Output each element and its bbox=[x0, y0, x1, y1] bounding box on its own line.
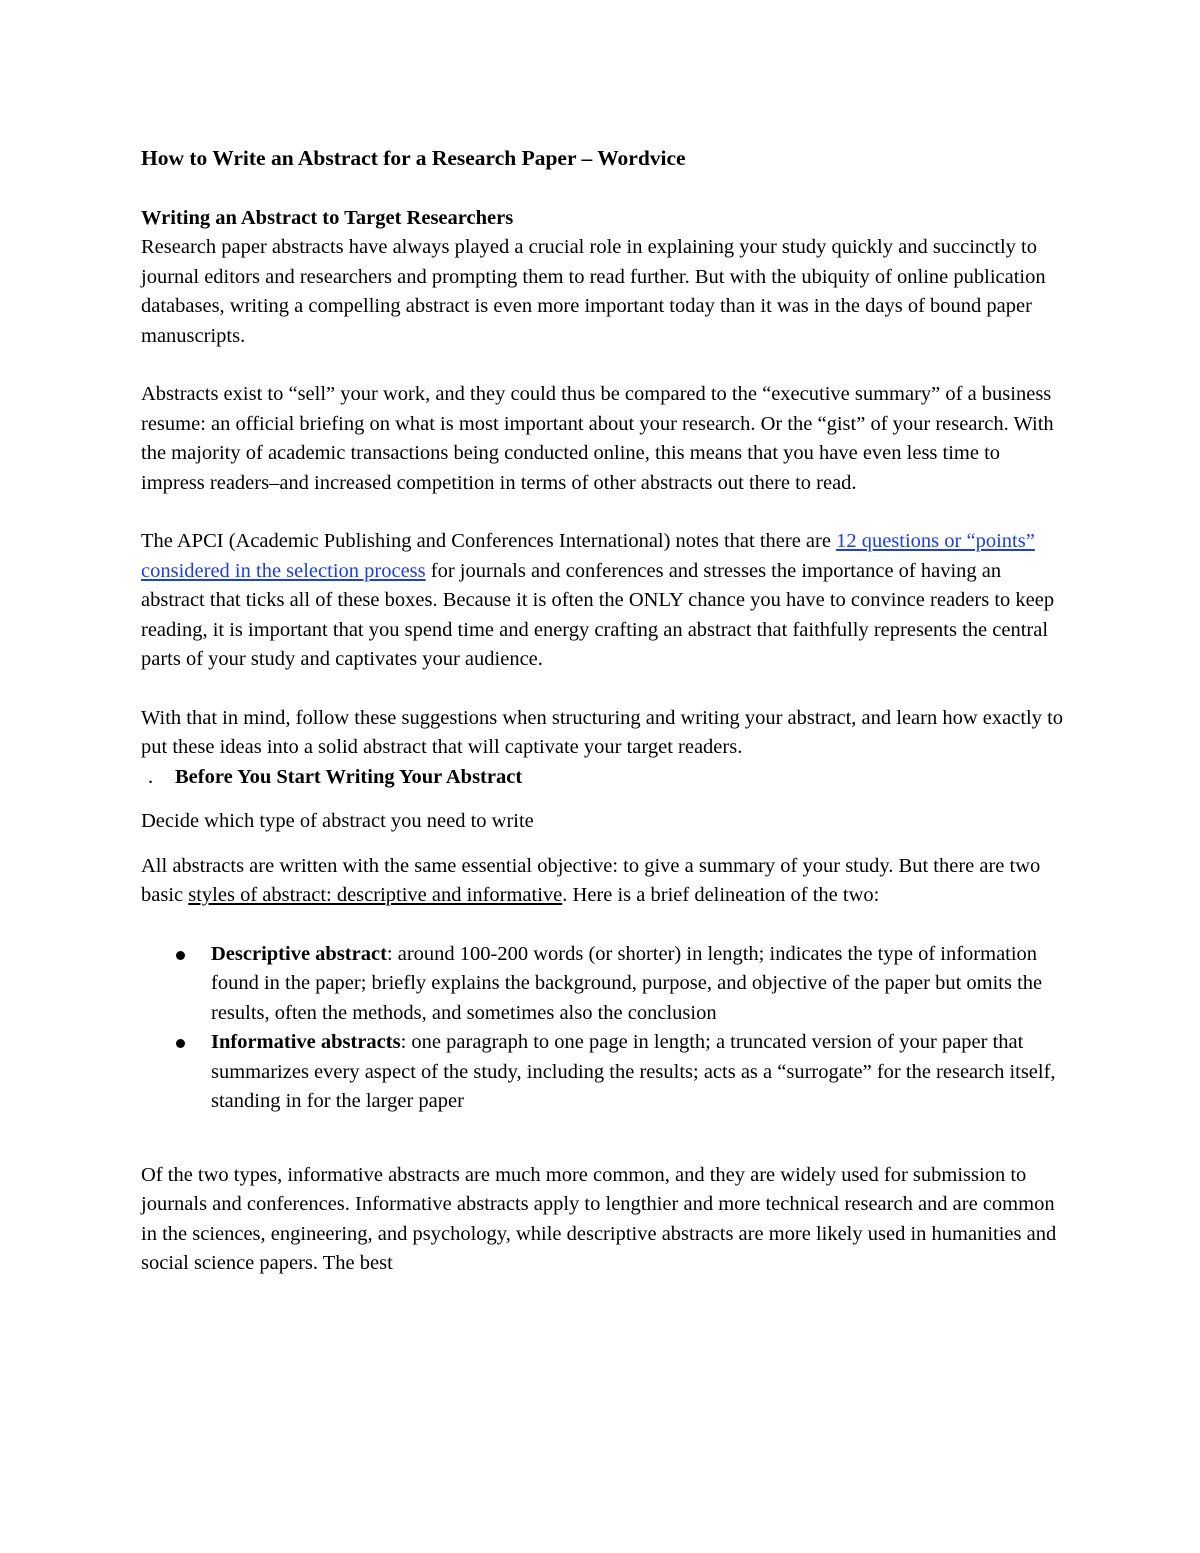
paragraph-intro: Research paper abstracts have always played a crucial role in explaining your study quickly and succinctly to journal editors and researchers and prompting them to read further. But with the ubiquity of online publication databases, writing a compelling abstract is even more important today than it was in the days of bound paper manuscripts. bbox=[141, 236, 1046, 347]
term-informative: Informative abstracts bbox=[211, 1031, 401, 1053]
bullet-icon bbox=[176, 951, 185, 960]
paragraph-sell-your-work: Abstracts exist to “sell” your work, and they could thus be compared to the “executive summary” of a business resume: an official briefing on what is most important about your research. Or the “gist” of your research. With the majority of academic transactions being conducted online, this means that you have even less time to impress readers–and increased competition in terms of other abstracts out there to read. bbox=[141, 383, 1054, 494]
paragraph-two-types-comparison: Of the two types, informative abstracts are much more common, and they are widely used for submission to journals and conferences. Informative abstracts apply to lengthier and more technical research and are common in the sciences, engineering, and psychology, while descriptive abstracts are more likely used in humanities and social science papers. The best bbox=[141, 1163, 1057, 1274]
paragraph-apci-text-start: The APCI (Academic Publishing and Conferences International) notes that there are bbox=[141, 530, 837, 552]
paragraph-apci bbox=[141, 527, 1066, 675]
subheading-abstract-type: Decide which type of abstract you need to write bbox=[141, 810, 534, 832]
paragraph-with-that-in-mind: With that in mind, follow these suggestions when structuring and writing your abstract, and learn how exactly to put these ideas into a solid abstract that will captivate your target readers. bbox=[141, 706, 1064, 758]
abstract-types-list bbox=[141, 940, 1066, 1117]
list-item-descriptive bbox=[141, 940, 1066, 1029]
paragraph-two-styles bbox=[141, 852, 1066, 911]
bullet-icon bbox=[176, 1039, 185, 1048]
paragraph-two-styles-start: All abstracts are written with the same essential objective: to give a summary of your study. But there are two basic bbox=[141, 854, 1041, 906]
definition-informative: : one paragraph to one page in length; a truncated version of your paper that summarizes every aspect of the study, including the results; acts as a “surrogate” for the research itself, standing in for the larger paper bbox=[211, 1031, 1056, 1112]
definition-descriptive: : around 100-200 words (or shorter) in length; indicates the type of information found in the paper; briefly explains the background, purpose, and objective of the paper but omits the results, often the methods, and sometimes also the conclusion bbox=[211, 942, 1043, 1024]
heading-marker: . bbox=[148, 765, 154, 788]
paragraph-apci-text-end: for journals and conferences and stresses the importance of having an abstract that ticks all of these boxes. Because it is often the ONLY chance you have to convince readers to keep reading, it is important that you spend time and energy crafting an abstract that faithfully represents the central parts of your study and captivates your audience. bbox=[141, 559, 1055, 670]
list-item-informative bbox=[141, 1028, 1066, 1117]
paragraph-two-styles-end: . Here is a brief delineation of the two: bbox=[562, 884, 880, 906]
document-title: How to Write an Abstract for a Research Paper – Wordvice bbox=[141, 146, 686, 170]
section-heading-before-you-start bbox=[141, 763, 1066, 793]
document-page bbox=[141, 144, 1066, 1279]
section-heading-target-researchers: Writing an Abstract to Target Researchers bbox=[141, 206, 514, 229]
section-heading-before-you-start-text: Before You Start Writing Your Abstract bbox=[175, 765, 523, 788]
term-descriptive: Descriptive abstract bbox=[211, 942, 387, 965]
styles-of-abstract-underlined: styles of abstract: descriptive and informative bbox=[188, 884, 563, 906]
apci-12-questions-link[interactable]: 12 questions or “points” considered in the selection process bbox=[141, 530, 1035, 582]
